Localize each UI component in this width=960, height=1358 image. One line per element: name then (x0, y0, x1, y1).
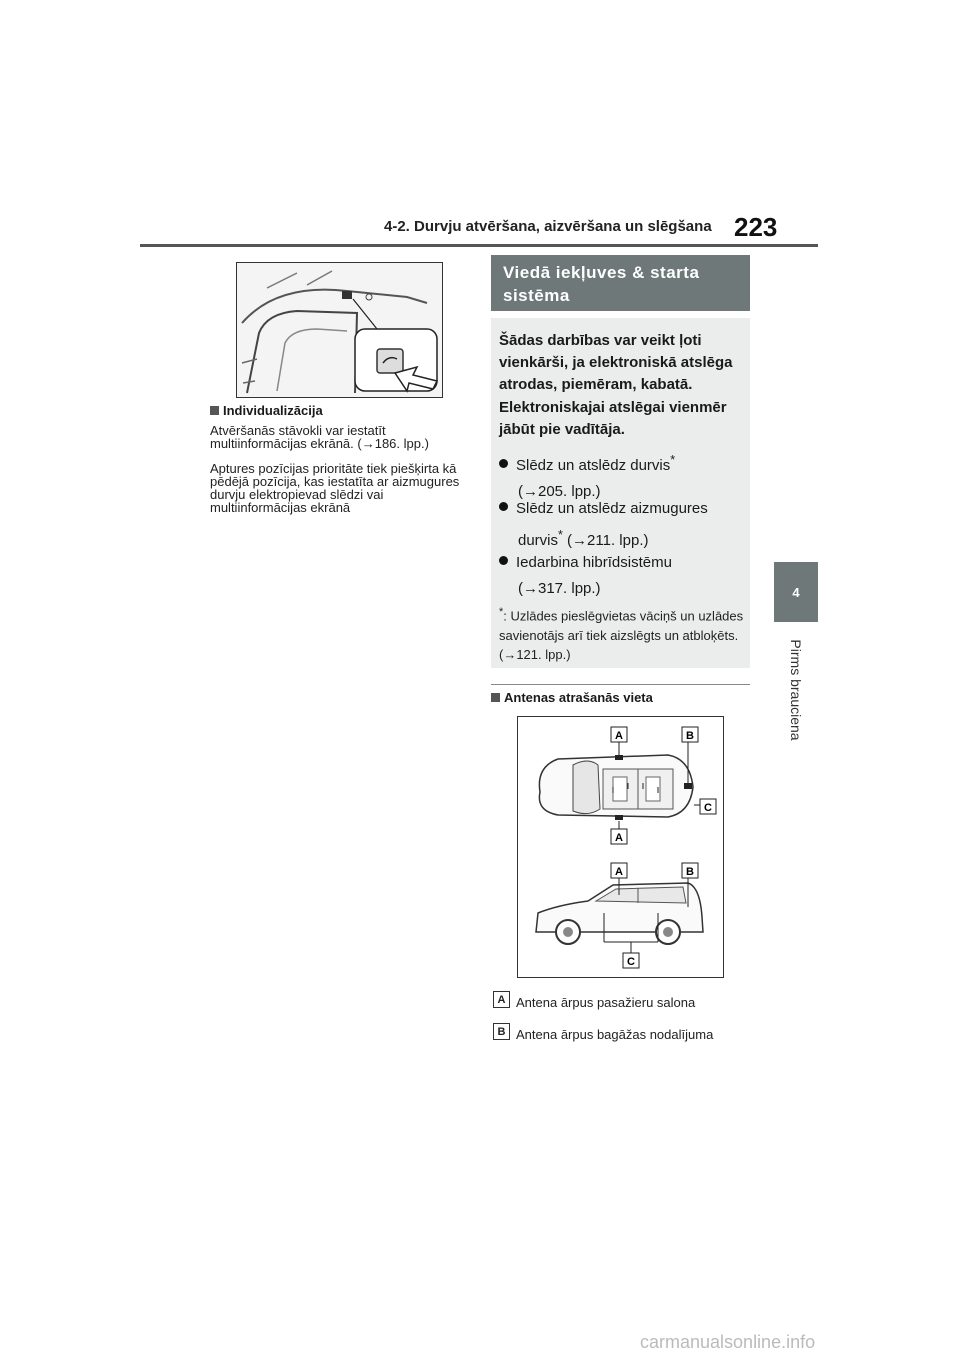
bullet-dot-icon (499, 556, 508, 565)
svg-text:B: B (686, 730, 694, 742)
square-bullet-icon (210, 406, 219, 415)
page-ref-317[interactable]: (→317. lpp.) (518, 580, 601, 597)
customization-heading: Individualizācija (210, 403, 323, 418)
callout-b-top (682, 727, 698, 742)
svg-text:B: B (686, 866, 694, 878)
callout-a-bottom (611, 829, 627, 844)
chapter-tab[interactable] (774, 562, 818, 622)
callout-c-side (623, 953, 639, 968)
tailgate-illustration (237, 263, 442, 397)
legend-key-a: A (493, 991, 510, 1008)
svg-text:C: C (627, 956, 635, 968)
header-rule (140, 244, 818, 247)
callout-a-side (611, 863, 627, 878)
bullet-dot-icon (499, 502, 508, 511)
svg-text:A: A (615, 866, 623, 878)
panel-intro: Šādas darbības var veikt ļoti vienkārši, ja elektroniskā atslēga atrodas, piemēram, kabatā. Elektroniskajai atslēgai vienmēr jābūt pie vadītāja. (499, 332, 733, 438)
legend-item-a: A Antena ārpus pasažieru salona (493, 989, 695, 1010)
callout-a-top (611, 727, 627, 742)
chapter-title-vertical (786, 632, 806, 752)
section-divider (491, 684, 750, 685)
bullet-hybrid: Iedarbina hibrīdsistēmu (→317. lpp.) (499, 550, 744, 602)
panel-footnote: *: Uzlādes pieslēgvietas vāciņš un uzlādes savienotājs arī tiek aizslēgts un atbloķēts. (→121. lpp.) (499, 606, 744, 663)
svg-text:C: C (704, 802, 712, 814)
square-bullet-icon (491, 693, 500, 702)
antenna-diagram (518, 717, 723, 977)
page-number: 223 (734, 212, 778, 242)
legend-item-b: B Antena ārpus bagāžas nodalījuma (493, 1021, 713, 1042)
watermark: carmanualsonline.info (640, 1332, 816, 1352)
panel-header (491, 255, 750, 311)
customization-para-1: Atvēršanās stāvokli var iestatīt multiinformācijas ekrānā. (→186. lpp.) (210, 423, 429, 451)
callout-c-top (700, 799, 716, 814)
antenna-location-figure (517, 716, 724, 978)
svg-text:A: A (615, 832, 623, 844)
page-ref-205[interactable]: (→205. lpp.) (518, 483, 601, 500)
bullet-doors: Slēdz un atslēdz durvis* (→205. lpp.) (499, 447, 744, 505)
chapter-number: 4 (792, 584, 800, 600)
bullet-backdoor: Slēdz un atslēdz aizmugures durvis* (→211. lpp.) (499, 496, 744, 554)
antenna-heading: Antenas atrašanās vieta (491, 690, 653, 705)
customization-para-2: Aptures pozīcijas prioritāte tiek piešķirta kā pēdējā pozīcija, kas iestatīta ar aizmugures durvju elektropievad slēdzi vai multiinformācijas ekrānā (210, 461, 460, 515)
bullet-dot-icon (499, 459, 508, 468)
page-ref-211[interactable]: (→211. lpp.) (562, 532, 649, 549)
chapter-title: Pirms brauciena (788, 639, 804, 741)
header-title: 4-2. Durvju atvēršana, aizvēršana un slēgšana (384, 218, 712, 235)
tailgate-switch-figure (236, 262, 443, 398)
svg-text:A: A (615, 730, 623, 742)
panel-title: Viedā iekļuves & starta sistēma (503, 263, 700, 305)
callout-b-side (682, 863, 698, 878)
legend-key-b: B (493, 1023, 510, 1040)
